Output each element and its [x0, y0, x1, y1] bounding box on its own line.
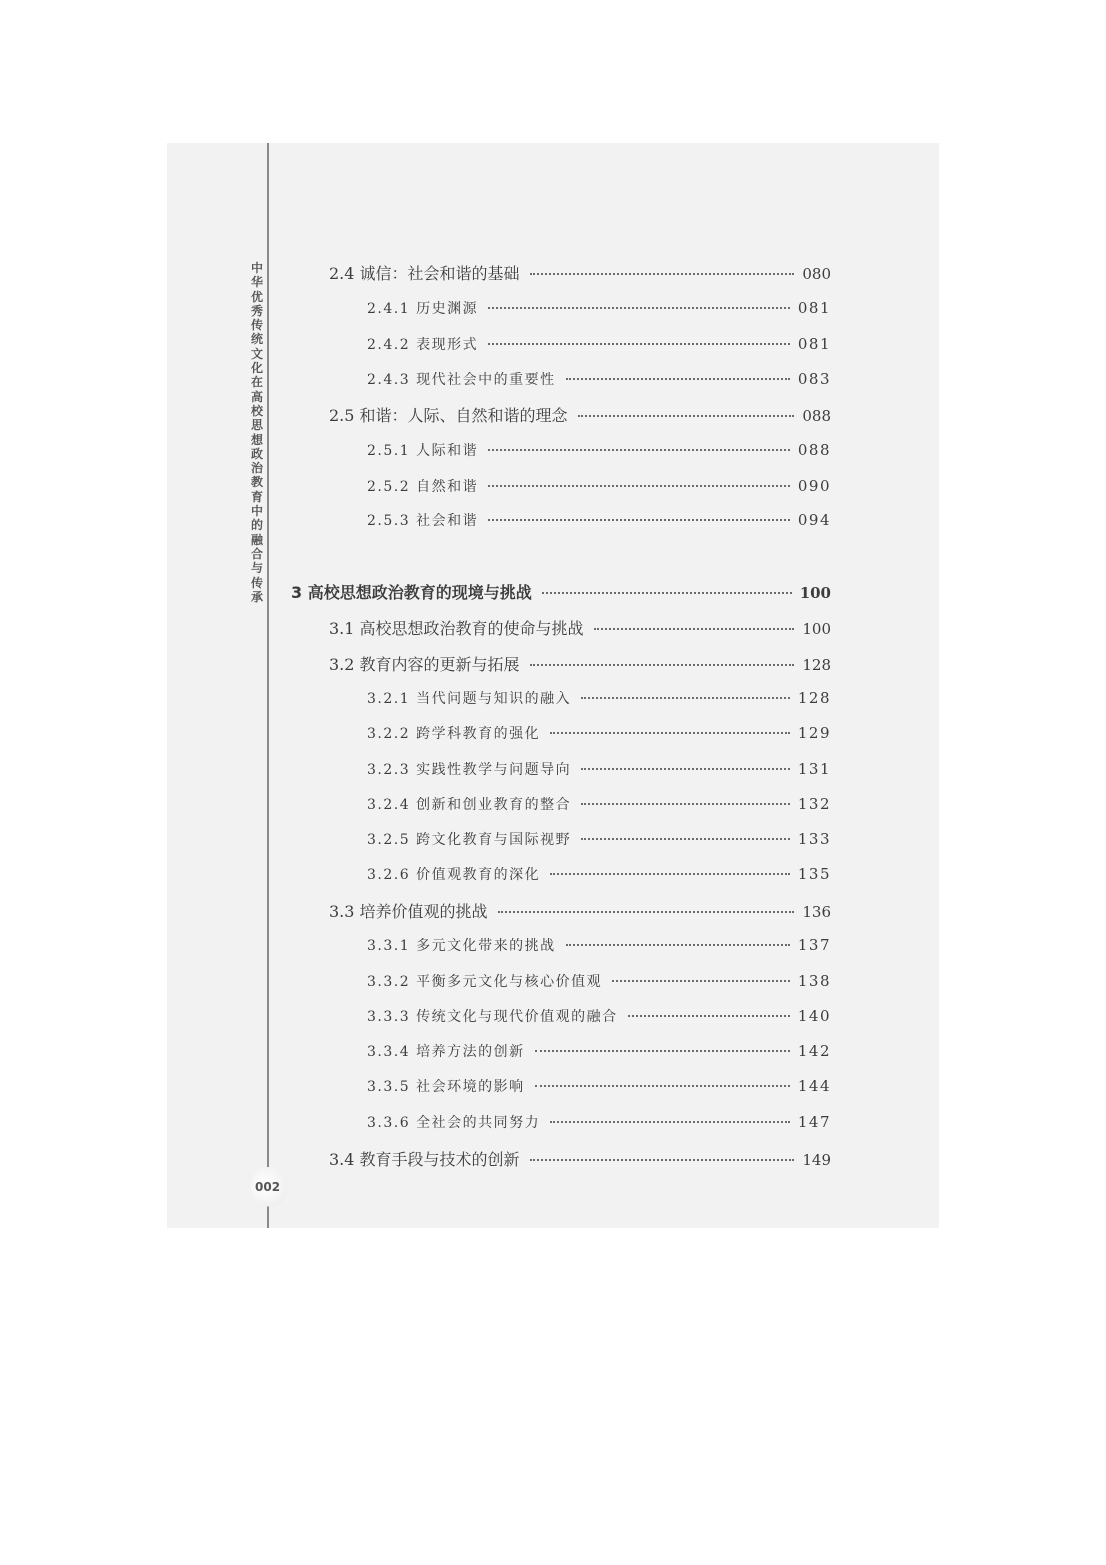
toc-entry-title: 2.5.1 人际和谐 — [367, 443, 479, 459]
dot-leader — [628, 1015, 790, 1017]
dot-leader — [498, 911, 795, 913]
toc-entry[interactable] — [367, 1076, 831, 1096]
toc-entry[interactable] — [367, 1041, 831, 1061]
toc-entry-page: 083 — [797, 370, 831, 388]
toc-entry-title: 2.4 诚信：社会和谐的基础 — [329, 264, 520, 283]
toc-entry[interactable] — [329, 616, 831, 639]
toc-entry-title: 3.3 培养价值观的挑战 — [329, 902, 488, 921]
toc-entry-title: 2.5.2 自然和谐 — [367, 479, 479, 495]
toc-entry[interactable] — [329, 403, 831, 426]
toc-entry-page: 132 — [797, 795, 831, 813]
toc-chapter-entry[interactable] — [291, 580, 831, 603]
toc-entry-title: 2.5 和谐：人际、自然和谐的理念 — [329, 406, 568, 425]
toc-entry-page: 138 — [797, 972, 831, 990]
toc-entry-page: 088 — [802, 407, 831, 425]
toc-entry[interactable] — [367, 688, 831, 708]
toc-entry[interactable] — [367, 334, 831, 354]
dot-leader — [530, 273, 795, 275]
toc-entry-page: 142 — [797, 1042, 831, 1060]
toc-entry-title: 3.2.5 跨文化教育与国际视野 — [367, 832, 572, 848]
toc-entry[interactable] — [329, 1147, 831, 1170]
toc-entry-page: 081 — [797, 299, 831, 317]
toc-entry[interactable] — [367, 935, 831, 955]
table-of-contents — [167, 143, 939, 1228]
toc-entry-title: 3.2.2 跨学科教育的强化 — [367, 726, 541, 742]
toc-entry-page: 100 — [799, 584, 831, 602]
toc-entry[interactable] — [367, 829, 831, 849]
toc-entry-page: 137 — [797, 936, 831, 954]
toc-entry-title: 3.2.4 创新和创业教育的整合 — [367, 797, 572, 813]
dot-leader — [542, 592, 792, 594]
dot-leader — [535, 1085, 790, 1087]
dot-leader — [550, 873, 790, 875]
toc-entry-page: 094 — [797, 511, 831, 529]
dot-leader — [530, 664, 795, 666]
toc-entry-page: 147 — [797, 1113, 831, 1131]
toc-entry[interactable] — [367, 510, 831, 530]
toc-entry-title: 2.4.2 表现形式 — [367, 337, 479, 353]
dot-leader — [594, 628, 795, 630]
toc-entry-page: 090 — [797, 477, 831, 495]
toc-entry-title: 2.4.3 现代社会中的重要性 — [367, 372, 556, 388]
toc-entry[interactable] — [329, 652, 831, 675]
toc-entry-page: 088 — [797, 441, 831, 459]
toc-entry[interactable] — [329, 261, 831, 284]
toc-entry-page: 129 — [797, 724, 831, 742]
toc-entry[interactable] — [367, 759, 831, 779]
toc-entry-title: 3 高校思想政治教育的现境与挑战 — [291, 583, 532, 602]
toc-entry-page: 100 — [802, 620, 831, 638]
toc-entry[interactable] — [367, 723, 831, 743]
toc-entry-title: 3.1 高校思想政治教育的使命与挑战 — [329, 619, 584, 638]
toc-entry-page: 149 — [802, 1151, 831, 1169]
toc-entry[interactable] — [367, 369, 831, 389]
book-page — [167, 143, 939, 1228]
toc-entry-page: 136 — [802, 903, 831, 921]
toc-entry[interactable] — [367, 1006, 831, 1026]
dot-leader — [530, 1159, 795, 1161]
toc-entry[interactable] — [367, 794, 831, 814]
toc-entry-title: 2.5.3 社会和谐 — [367, 513, 479, 529]
toc-entry[interactable] — [329, 899, 831, 922]
toc-entry[interactable] — [367, 476, 831, 496]
dot-leader — [488, 449, 790, 451]
toc-entry-title: 3.3.3 传统文化与现代价值观的融合 — [367, 1009, 618, 1025]
dot-leader — [488, 519, 790, 521]
toc-entry-title: 2.4.1 历史渊源 — [367, 301, 479, 317]
page-number: 002 — [255, 1180, 281, 1194]
toc-entry-title: 3.3.2 平衡多元文化与核心价值观 — [367, 974, 603, 990]
toc-entry-title: 3.3.5 社会环境的影响 — [367, 1079, 525, 1095]
toc-entry-title: 3.3.6 全社会的共同努力 — [367, 1115, 541, 1131]
toc-entry[interactable] — [367, 971, 831, 991]
toc-entry[interactable] — [367, 298, 831, 318]
toc-entry[interactable] — [367, 440, 831, 460]
toc-entry-title: 3.4 教育手段与技术的创新 — [329, 1150, 520, 1169]
toc-entry-title: 3.3.4 培养方法的创新 — [367, 1044, 525, 1060]
dot-leader — [581, 697, 790, 699]
running-book-title: 中华优秀传统文化在高校思想政治教育中的融合与传承 — [250, 261, 263, 604]
dot-leader — [578, 415, 795, 417]
dot-leader — [488, 485, 790, 487]
dot-leader — [488, 307, 790, 309]
toc-entry-page: 131 — [797, 760, 831, 778]
dot-leader — [612, 980, 790, 982]
dot-leader — [566, 944, 790, 946]
dot-leader — [581, 838, 790, 840]
toc-entry-page: 135 — [797, 865, 831, 883]
dot-leader — [566, 378, 790, 380]
toc-entry-page: 133 — [797, 830, 831, 848]
toc-entry-page: 081 — [797, 335, 831, 353]
dot-leader — [535, 1050, 790, 1052]
toc-entry-title: 3.2.1 当代问题与知识的融入 — [367, 691, 572, 707]
dot-leader — [550, 732, 790, 734]
toc-entry-title: 3.2.6 价值观教育的深化 — [367, 867, 541, 883]
toc-entry-page: 080 — [802, 265, 831, 283]
toc-entry-page: 140 — [797, 1007, 831, 1025]
toc-entry-title: 3.2 教育内容的更新与拓展 — [329, 655, 520, 674]
dot-leader — [581, 768, 790, 770]
toc-entry-page: 144 — [797, 1077, 831, 1095]
toc-entry[interactable] — [367, 864, 831, 884]
toc-entry-title: 3.3.1 多元文化带来的挑战 — [367, 938, 556, 954]
toc-entry[interactable] — [367, 1112, 831, 1132]
dot-leader — [581, 803, 790, 805]
toc-entry-title: 3.2.3 实践性教学与问题导向 — [367, 762, 572, 778]
dot-leader — [550, 1121, 790, 1123]
toc-entry-page: 128 — [797, 689, 831, 707]
dot-leader — [488, 343, 790, 345]
toc-entry-page: 128 — [802, 656, 831, 674]
